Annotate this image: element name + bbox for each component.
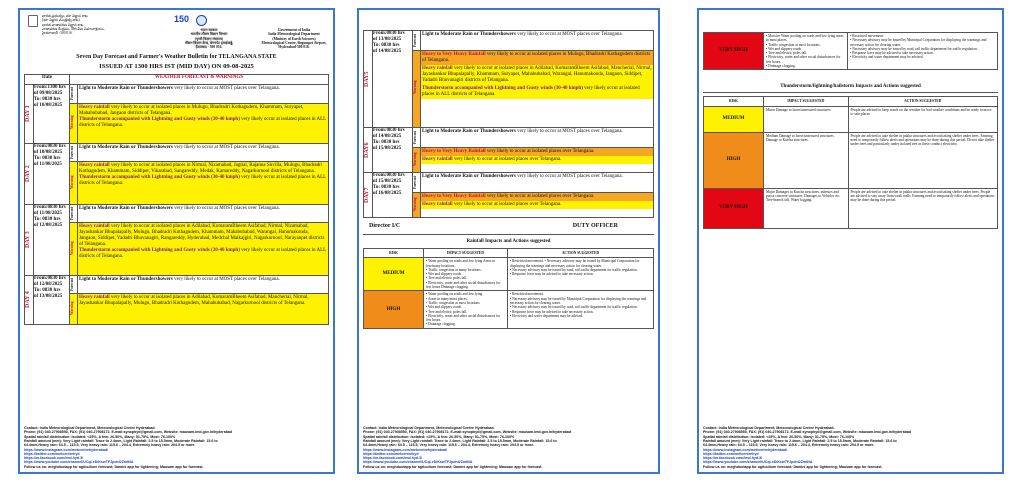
day4-warning1-head: Heavy rainfall xyxy=(79,295,110,301)
forecast-label: Forecast xyxy=(413,175,417,189)
day7-date: From:0830 hrs of 15/08/2025 To: 0830 hrs of 16/08/2025 xyxy=(373,173,413,218)
warning-label: Warning xyxy=(413,197,417,212)
twitter-link[interactable]: https://twitter.com/metcentrehyd xyxy=(703,451,759,456)
footer-p3: Contact: India Meteorological Department, Meteorological Centre Hyderabad. Phone: (91) 040-27908550, FAX: (91) 040-27908172, E-mail:synophyd@gmail.com, Website: mausam.imd.gov.in/hyderabad Spatial rainfall distribution: Isolated: <25%, A few: 26-50%, Many: 51-75%, Most: 76-100% Rainfall amount (mm): Very Light rainfall: Trace to 2.4mm, Light Rainfall: 2.5 to 15.5mm, Moderate Rainfall: 15.6 to 64.4mm,Heavy rain: 64.5 – 115.5, Very heavy rain: 115.6 – 204.4, Extremely heavy rain: 204.5 or more. https://www.instagram.com/metcentrehyderabad/ https://twitter.com/metcentrehyd https://m.facebook.com/imd.hyd.3/ https://www.youtube.com/channel/UCqLeDiKswTFJpdnl2ZmtNA Follow us on: meghdootapp for agriculture forecast; Damini app for lightening; Mausam app for forecast. xyxy=(703,426,998,469)
day7-forecast-text: very likely to occur at MOST places over Telangana. xyxy=(515,174,623,179)
forecast-table-p2 xyxy=(363,30,654,218)
page-1 xyxy=(18,8,335,474)
day1-warning2-text: very likely occur at isolated places in ALL districts of Telangana. xyxy=(79,116,327,128)
day2-warning-row xyxy=(25,161,329,204)
footer-p1: Contact: India Meteorological Department, Meteorological Centre Hyderabad. Phone: (91) 040-27908550, FAX: (91) 040-27908172, E-mail:synophyd@gmail.com, Website: mausam.imd.gov.in/hyderabad Spatial rainfall distribution: Isolated: <25%, A few: 26-50%, Many: 51-75%, Most: 76-100% Rainfall amount (mm): Very Light rainfall: Trace to 2.4mm, Light Rainfall: 2.5 to 15.5mm, Moderate Rainfall: 15.6 to 64.4mm,Heavy rain: 64.5 – 115.5, Very heavy rain: 115.6 – 204.4, Extremely heavy rain: 204.5 or more. https://www.instagram.com/metcentrehyderabad/ https://twitter.com/metcentrehyd https://m.facebook.com/imd.hyd.3/ https://www.youtube.com/channel/UCqLeDiKswTFJpdnl2ZmtNA Follow us on: meghdootapp for agriculture forecast; Damini app for lightening; Mausam app for forecast. xyxy=(24,426,329,469)
day5-date: From:0830 hrs of 13/08/2025 To: 0830 hrs of 14/08/2025 xyxy=(373,31,413,128)
rainfall-veryhigh-table xyxy=(703,32,998,70)
col-weather: WEATHER FORECAST & WARNINGS xyxy=(70,75,329,85)
twitter-link[interactable]: https://twitter.com/metcentrehyd xyxy=(24,451,80,456)
ts-medium-impact: Minor Damage to loose/unsecured structures xyxy=(764,106,849,132)
day1-date: From:1300 hrs of 09/08/2025 To: 0830 hrs of 10/08/2025 xyxy=(34,85,70,144)
day3-forecast-row xyxy=(25,205,329,223)
header-english: Government of India India Meteorological Department (Ministry of Earth Sciences) Meteorological Centre, Begumpet Airport, Hyderabad-500 016. xyxy=(261,28,327,50)
header-hindi: भारत सरकार भारतीय मौसम विज्ञान विभाग (पृथ्वी विज्ञान मंत्रालय) मौसम विज्ञान केन्द्र, बेगमपेट हवाईअड्डे, हैदराबाद - 500 016. xyxy=(184,28,234,50)
col-risk: RISK xyxy=(364,249,424,258)
ts-veryhigh-row xyxy=(704,188,998,228)
day5-forecast-row xyxy=(364,31,654,51)
issued-line: ISSUED AT 1300 HRS IST (MID DAY) ON 09-08-2025 xyxy=(99,63,254,70)
forecast-label: Forecast xyxy=(413,33,417,47)
day4-warning-row xyxy=(25,294,329,325)
day7-forecast-head: Light to Moderate Rain or Thundershowers xyxy=(422,174,516,179)
day7-warning2-text: very likely to occur at isolated places over Telangana. xyxy=(452,202,562,208)
day2-warning1-head: Heavy rainfall xyxy=(79,162,110,168)
ts-veryhigh-action: People are advised to take shelter in pakka structures and avoid taking shelter under trees. People are advised to stay away from weak walls. Farming need to temporarily follow alerts and operations may be done during this period. xyxy=(848,188,997,228)
instagram-link[interactable]: https://www.instagram.com/metcentrehyderabad/ xyxy=(24,447,109,452)
instagram-link[interactable]: https://www.instagram.com/metcentrehyderabad/ xyxy=(363,447,448,452)
day3-forecast-text: very likely to occur at MOST places over Telangana. xyxy=(172,206,280,211)
day4-label: DAY 4 xyxy=(25,291,31,309)
signatures xyxy=(363,218,654,234)
forecast-label: Forecast xyxy=(70,277,74,291)
header xyxy=(24,12,329,52)
day6-forecast-row xyxy=(364,128,654,148)
warning-label: Warning xyxy=(70,301,74,315)
warning-label: Warning xyxy=(70,240,74,255)
risk-medium: MEDIUM xyxy=(364,258,424,291)
risk-high: HIGH xyxy=(364,291,424,328)
ts-risk-high: HIGH xyxy=(704,132,764,188)
day6-forecast-head: Light to Moderate Rain or Thundershowers xyxy=(422,129,516,134)
youtube-link[interactable]: https://www.youtube.com/channel/UCqLeDiKswTFJpdnl2ZmtNA xyxy=(703,460,813,465)
day2-date: From:0830 hrs of 10/08/2025 To: 0830 hrs of 11/08/2025 xyxy=(34,144,70,205)
thunderstorm-impact-table xyxy=(703,96,998,228)
day3-warning2-text: very likely occur at isolated places in ALL districts of Telangana. xyxy=(79,247,327,259)
day3-label: DAY 3 xyxy=(25,231,31,249)
day5-warning2-text: very likely to occur at isolated places in Adilabad, KomaramBheem Asifabad, Mancherial, Nirmal, Jayashankar Bhupalapally, Khammam, Suryapet, Mahabubabad, Warangal, Hanumakonda, Jangaon, Siddipet, Yadadri Bhuvanagiri districts of Telangana. xyxy=(422,66,652,84)
header-telugu: భారత ప్రభుత్వం, భూ విజ్ఞాన శాఖ (భూ విజ్ఞాన మంత్రిత్వ శాఖ) భారత వాతావరణ విజ్ఞాన శాఖ వాతావరణ కేంద్రము, బేగంపేట విమానాశ్రయం, హైదరాబాద్ -500 016. xyxy=(42,14,105,36)
rain-veryhigh-row: VERY HIGH • Massive Water pooling on roads and low lying areas in most places. • Traffic congestion at most locations. • Wet and slippery roads. • Tree and electric poles fall. • Electricity, water and other social disturbances for few hours. • Drainage clogging. • Restricted movement. • Necessary advisory may be issued by Municipal Corporation for displaying the warnings and necessary action for clearing water. • Necessary advisory may be issued by road, rail traffic department for traffic regulation. • Response force may be advised to take necessary action. • Electricity and water department may be advised. xyxy=(704,33,998,70)
day7-warning2-head: Heavy rainfall xyxy=(422,202,453,208)
day1-forecast-head: Light to Moderate Rain or Thundershowers xyxy=(79,86,173,91)
day5-warning1-head: Heavy to Very Heavy Rainfall xyxy=(422,52,486,58)
day1-warning2-head: Thunderstorm accompanied with Lightning and Gusty winds (30-40 kmph) xyxy=(79,116,240,122)
instagram-link[interactable]: https://www.instagram.com/metcentrehyderabad/ xyxy=(703,447,788,452)
day6-date: From:0830 hrs of 14/08/2025 To: 0830 hrs of 15/08/2025 xyxy=(373,128,413,173)
imd-logo-icon xyxy=(196,15,207,26)
day3-warning1-head: Heavy rainfall xyxy=(79,223,110,229)
col-impact: IMPACT SUGGESTED xyxy=(764,97,849,106)
bulletin-title: Seven Day Forecast and Farmer's Weather Bulletin for TELANGANA STATE xyxy=(76,54,277,60)
ts-veryhigh-impact: Major Damages to Kutcha structures, asbestos and pucca concrete structures. Damages to Vehicles etc. Tree-branch fall. Water logging. xyxy=(764,188,849,228)
facebook-link[interactable]: https://m.facebook.com/imd.hyd.3/ xyxy=(363,456,423,461)
col-action: ACTION SUGGESTED xyxy=(848,97,997,106)
day7-forecast-row xyxy=(364,173,654,193)
day5-warning1-text: very likely to occur at isolated places in Mulugu, Bhadradri Kothagudem districts of Telangana. xyxy=(422,52,651,64)
facebook-link[interactable]: https://m.facebook.com/imd.hyd.3/ xyxy=(24,456,84,461)
footer-p2: Contact: India Meteorological Department, Meteorological Centre Hyderabad. Phone: (91) 040-27908550, FAX: (91) 040-27908172, E-mail:synophyd@gmail.com, Website: mausam.imd.gov.in/hyderabad Spatial rainfall distribution: Isolated: <25%, A few: 26-50%, Many: 51-75%, Most: 76-100% Rainfall amount (mm): Very Light rainfall: Trace to 2.4mm, Light Rainfall: 2.5 to 15.5mm, Moderate Rainfall: 15.6 to 64.4mm,Heavy rain: 64.5 – 115.5, Very heavy rain: 115.6 – 204.4, Extremely heavy rain: 204.5 or more. https://www.instagram.com/metcentrehyderabad/ https://twitter.com/metcentrehyd https://m.facebook.com/imd.hyd.3/ https://www.youtube.com/channel/UCqLeDiKswTFJpdnl2ZmtNA Follow us on: meghdootapp for agriculture forecast; Damini app for lightening; Mausam app for forecast. xyxy=(363,426,654,469)
rainfall-impact-table xyxy=(363,248,654,329)
warning-label: Warning xyxy=(70,114,74,129)
forecast-label: Forecast xyxy=(413,130,417,144)
day7-label: DAY7 xyxy=(364,187,370,203)
page-3 xyxy=(697,8,1004,474)
day5-forecast-text: very likely to occur at MOST places over Telangana. xyxy=(515,32,623,37)
forecast-label: Forecast xyxy=(70,86,74,100)
day6-warning1-head: Heavy to Very Heavy Rainfall xyxy=(422,149,486,155)
forecast-label: Forecast xyxy=(70,145,74,159)
warning-label: Warning xyxy=(70,175,74,189)
day1-warning1-head: Heavy rainfall xyxy=(79,104,110,110)
day3-forecast-head: Light to Moderate Rain or Thundershowers xyxy=(79,206,173,211)
col-risk: RISK xyxy=(704,97,764,106)
page-2 xyxy=(357,8,660,474)
day6-forecast-text: very likely to occur at MOST places over Telangana. xyxy=(515,129,623,134)
ts-high-action: People are advised to take shelter in pakka structures and avoid taking shelter under trees. Farming need to temporarily follow alerts and operations may be done during this period. Do not take shelter under trees and particularly under isolated tree as these conduct electricity. xyxy=(848,132,997,188)
ts-high-impact: Medium Damage to loose/unsecured structures. Damage to Kutcha structures. xyxy=(764,132,849,188)
day6-warning1-text: very likely to occur at isolated places over Telangana. xyxy=(485,149,595,155)
day4-warning1-text: very likely to occur at isolated places in Adilabad, KomaramBheem Asifabad, Mancherial, Nirmal, Jayashankar Bhupalapally, Mulugu, Bhadradri Kothagudem, Mahabubabad, Nagarkurnool districts of Telangana. xyxy=(79,295,309,307)
day1-forecast-row xyxy=(25,85,329,104)
thunderstorm-impact-title: Thunderstorm/lightning/hailstorm Impacts and Actions suggested xyxy=(703,84,998,93)
rainfall-impact-title: Rainfall Impacts and Actions suggested xyxy=(363,234,654,245)
day3-date: From:0830 hrs of 11/08/2025 To: 0830 hrs of 12/08/2025 xyxy=(34,205,70,276)
day5-label: DAY5 xyxy=(364,71,370,87)
day4-forecast-head: Light to Moderate Rain or Thundershowers xyxy=(79,277,173,282)
duty-officer-signature: DUTY OFFICER xyxy=(572,223,618,229)
day2-warning2-text: very likely occur at isolated places in ALL districts of Telangana. xyxy=(79,174,327,186)
col-date: Date xyxy=(25,75,70,85)
day5-forecast-head: Light to Moderate Rain or Thundershowers xyxy=(422,32,516,37)
imd-150-logo: 150 xyxy=(174,14,190,24)
day1-forecast-text: very likely to occur at MOST places over Telangana. xyxy=(172,86,280,91)
day6-label: DAY6 xyxy=(364,142,370,158)
warning-label: Warning xyxy=(413,80,417,94)
youtube-link[interactable]: https://www.youtube.com/channel/UCqLeDiKswTFJpdnl2ZmtNA xyxy=(363,460,473,465)
day2-label: DAY 2 xyxy=(25,165,31,183)
rain-high-row: HIGH • Water pooling on roads and low lying • Areas in many/most places. • Traffic congestion at most locations • Wet and slippery roads. • Tree and electric poles fall. • Electricity, water and other social disturbances for few hours. • Drainage clogging. • Restricted movement. • Necessary advisory may be issued by Municipal Corporation for displaying the warnings and necessary action for clearing water. • Necessary advisory may be issued by road, rail traffic department for traffic regulation. • Response force may be advised to take necessary action. • Electricity and water department may be advised. xyxy=(364,291,654,328)
twitter-link[interactable]: https://twitter.com/metcentrehyd xyxy=(363,451,419,456)
day1-warning1-text: very likely to occur at isolated places in Mulugu, Bhadradri Kothagudem, Khammam, Suryapet, Mahabubabad, Jangaon districts of Telangana. xyxy=(79,104,304,116)
day5-warning2-head: Heavy rainfall xyxy=(422,66,453,72)
day3-warning-row xyxy=(25,222,329,275)
day2-warning1-text: very likely to occur at isolated places in Nirmal, Nizamabad, Jagtial, Rajanna Sircilla, Mulugu, Bhadradri Kothagudem, Khammam, Siddipet, Vikarabad, Sangareddy, Medak, Kamareddy, Nagarkurnool districts of Telangana. xyxy=(79,162,323,174)
day6-warning2-head: Heavy rainfall xyxy=(422,157,453,163)
day3-warning2-head: Thunderstorm accompanied with Lightning and Gusty winds (30-40 kmph) xyxy=(79,247,240,253)
day4-forecast-text: very likely to occur at MOST places over Telangana. xyxy=(172,277,280,282)
day6-warning2-text: very likely to occur at isolated places over Telangana. xyxy=(452,157,562,163)
ts-medium-action: People are advised to keep watch on the weather for bad weather conditions and be ready to move to safe places xyxy=(848,106,997,132)
youtube-link[interactable]: https://www.youtube.com/channel/UCqLeDiKswTFJpdnl2ZmtNA xyxy=(24,460,134,465)
day2-warning2-head: Thunderstorm accompanied with Lightning and Gusty winds (30-40 kmph) xyxy=(79,174,240,180)
day1-label: DAY 1 xyxy=(25,105,31,123)
day3-warning1-text: very likely to occur at isolated places in Adilabad, KomaramBheem Asifabad, Nirmal, Nizamabad, Jayashankar Bhupalapally, Mulugu, Bhadradri Kothagudem, Khammam, Mahabubabad, Warangal, Hanumakonda, Jangaon, Siddipet, Yadadri Bhuvanagiri, Rangareddy, Hyderabad, Medchal Malkajgiri, Nagarkurnool, Narayanpet districts of Telangana. xyxy=(79,223,325,247)
warning-label: Warning xyxy=(413,152,417,167)
ts-risk-very-high: VERY HIGH xyxy=(704,188,764,228)
rain-medium-row: MEDIUM • Water pooling on roads and low lying Areas in few/many locations. • Traffic congestion at many locations. • Wet and slippery roads. • Tree and electric poles fall. • Electricity, water and other social disturbances for few hours Drainage clogging. • Restricted movement. • Necessary advisory may be issued by Municipal Corporation for displaying the warnings and necessary action for clearing water. • Necessary advisory may be issued by road, rail traffic department for traffic regulation. • Response force may be advised to take necessary action. xyxy=(364,258,654,291)
day4-date: From:0830 hrs of 12/08/2025 To: 0830 hrs of 13/08/2025 xyxy=(34,276,70,325)
day4-forecast-row xyxy=(25,276,329,294)
director-signature: Director I/C xyxy=(369,223,401,229)
col-impact: IMPACT SUGGESTED xyxy=(424,249,508,258)
risk-very-high: VERY HIGH xyxy=(704,33,764,70)
col-action: ACTION SUGGESTED xyxy=(507,249,653,258)
day5-warning3-head: Thunderstorm accompanied with Lightning and Gusty winds (30-40 kmph) xyxy=(422,86,583,92)
ts-high-row xyxy=(704,132,998,188)
forecast-table-p1 xyxy=(24,74,329,325)
day7-warning1-text: very likely to occur at isolated places over Telangana. xyxy=(485,194,595,200)
day2-forecast-text: very likely to occur at MOST places over Telangana. xyxy=(172,145,280,150)
day1-warning-row xyxy=(25,103,329,143)
day2-forecast-head: Light to Moderate Rain or Thundershowers xyxy=(79,145,173,150)
day5-warning3-text: very likely occur at isolated places in ALL districts of Telangana. xyxy=(422,86,640,98)
forecast-label: Forecast xyxy=(70,206,74,220)
ts-risk-medium: MEDIUM xyxy=(704,106,764,132)
facebook-link[interactable]: https://m.facebook.com/imd.hyd.3/ xyxy=(703,456,763,461)
day7-warning1-head: Heavy to Very Heavy Rainfall xyxy=(422,194,486,200)
emblem-icon xyxy=(28,15,38,27)
day2-forecast-row xyxy=(25,144,329,162)
ts-medium-row xyxy=(704,106,998,132)
